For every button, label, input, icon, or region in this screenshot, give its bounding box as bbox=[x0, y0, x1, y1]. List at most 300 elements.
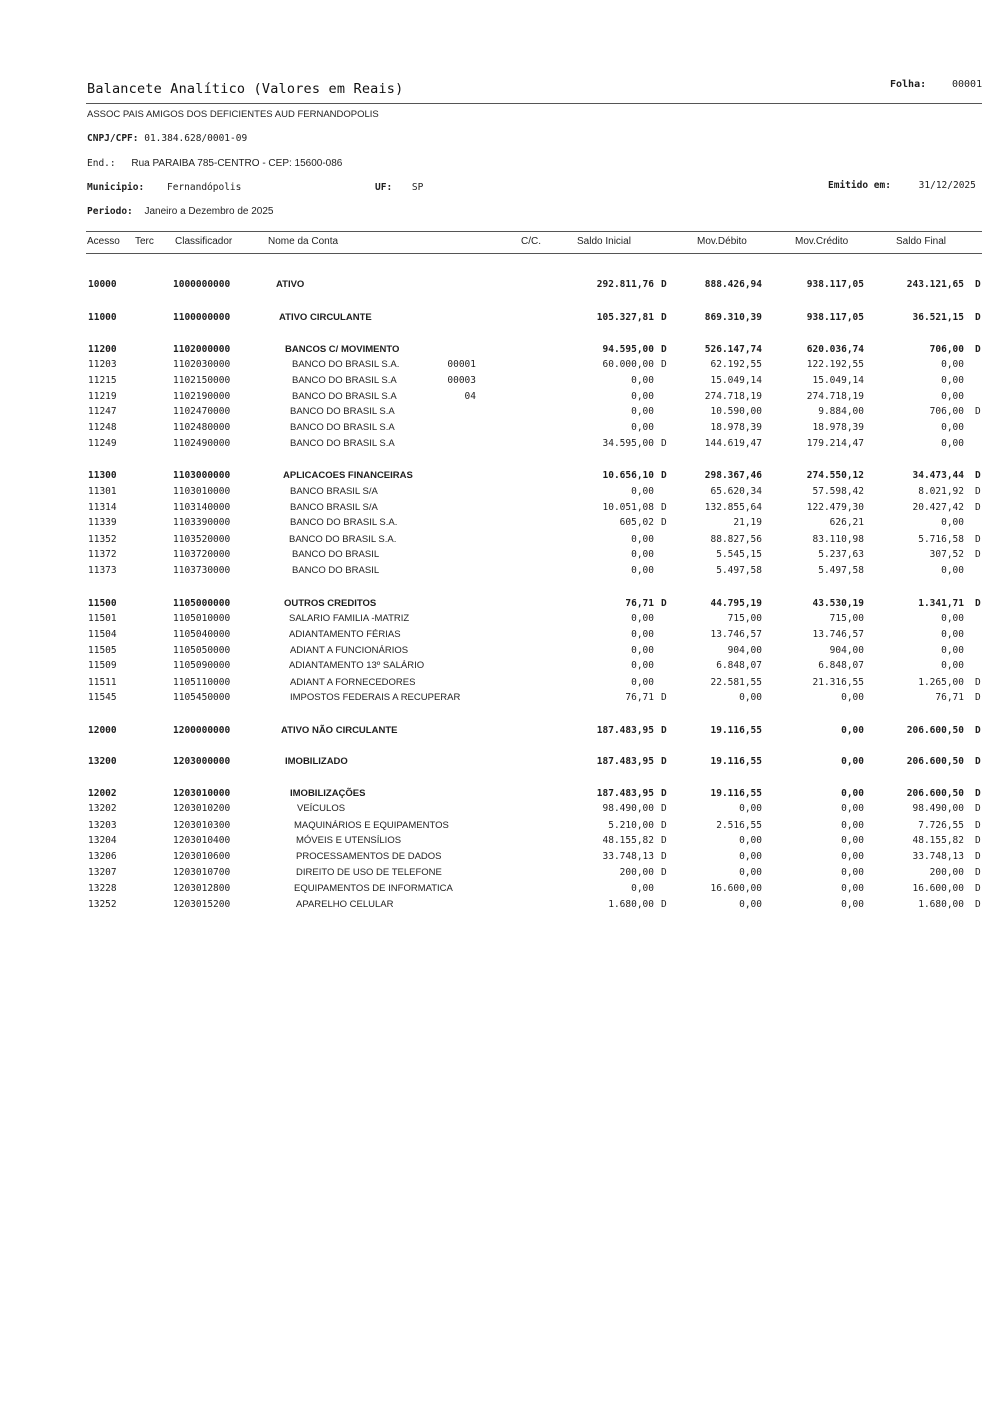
acesso-cell: 11249 bbox=[88, 438, 117, 449]
table-row bbox=[0, 803, 992, 817]
saldo-inicial-dc-cell: D bbox=[661, 312, 667, 323]
mov-debito-cell: 15.049,14 bbox=[710, 375, 762, 386]
saldo-final-cell: 48.155,82 bbox=[912, 835, 964, 846]
mov-credito-cell: 0,00 bbox=[841, 851, 864, 862]
mov-credito-cell: 18.978,39 bbox=[812, 422, 864, 433]
mov-credito-cell: 83.110,98 bbox=[812, 534, 864, 545]
mov-debito-cell: 0,00 bbox=[739, 899, 762, 910]
saldo-inicial-dc-cell: D bbox=[661, 803, 667, 814]
classificador-cell: 1103730000 bbox=[173, 565, 231, 576]
table-row bbox=[0, 851, 992, 865]
saldo-final-dc-cell: D bbox=[975, 312, 981, 323]
saldo-inicial-dc-cell: D bbox=[661, 835, 667, 846]
mov-debito-cell: 44.795,19 bbox=[710, 598, 762, 609]
municipio-label: Municipio: bbox=[87, 182, 145, 193]
mov-debito-cell: 5.545,15 bbox=[716, 549, 762, 560]
classificador-cell: 1103010000 bbox=[173, 486, 231, 497]
acesso-cell: 11203 bbox=[88, 359, 117, 370]
saldo-final-dc-cell: D bbox=[975, 820, 981, 831]
col-acesso: Acesso bbox=[87, 236, 120, 247]
acesso-cell: 11501 bbox=[88, 613, 117, 624]
mov-credito-cell: 43.530,19 bbox=[812, 598, 864, 609]
saldo-final-dc-cell: D bbox=[975, 851, 981, 862]
classificador-cell: 1203010700 bbox=[173, 867, 231, 878]
saldo-final-dc-cell: D bbox=[975, 899, 981, 910]
acesso-cell: 13200 bbox=[88, 756, 117, 767]
mov-credito-cell: 21.316,55 bbox=[812, 677, 864, 688]
classificador-cell: 1103140000 bbox=[173, 502, 231, 513]
municipio-value: Fernandópolis bbox=[167, 182, 242, 193]
table-row bbox=[0, 375, 992, 389]
mov-credito-cell: 715,00 bbox=[829, 613, 864, 624]
cc-cell: 00001 bbox=[447, 359, 476, 370]
table-row bbox=[0, 422, 992, 436]
mov-credito-cell: 0,00 bbox=[841, 756, 864, 767]
saldo-inicial-cell: 10.051,08 bbox=[602, 502, 654, 513]
address-line bbox=[87, 158, 342, 169]
table-row bbox=[0, 312, 992, 326]
mov-debito-cell: 19.116,55 bbox=[710, 725, 762, 736]
classificador-cell: 1103000000 bbox=[173, 470, 231, 481]
saldo-inicial-cell: 0,00 bbox=[631, 534, 654, 545]
table-row bbox=[0, 788, 992, 802]
mov-credito-cell: 9.884,00 bbox=[818, 406, 864, 417]
folha-value: 00001 bbox=[952, 79, 983, 90]
uf-line bbox=[375, 182, 423, 193]
classificador-cell: 1103520000 bbox=[173, 534, 231, 545]
classificador-cell: 1105050000 bbox=[173, 645, 231, 656]
classificador-cell: 1102490000 bbox=[173, 438, 231, 449]
classificador-cell: 1102190000 bbox=[173, 391, 231, 402]
saldo-inicial-cell: 187.483,95 bbox=[596, 788, 654, 799]
saldo-inicial-dc-cell: D bbox=[661, 517, 667, 528]
saldo-final-cell: 200,00 bbox=[929, 867, 964, 878]
mov-debito-cell: 0,00 bbox=[739, 867, 762, 878]
saldo-inicial-dc-cell: D bbox=[661, 598, 667, 609]
classificador-cell: 1203012800 bbox=[173, 883, 231, 894]
saldo-inicial-dc-cell: D bbox=[661, 867, 667, 878]
classificador-cell: 1203010400 bbox=[173, 835, 231, 846]
saldo-final-cell: 8.021,92 bbox=[918, 486, 964, 497]
mov-debito-cell: 16.600,00 bbox=[710, 883, 762, 894]
classificador-cell: 1105040000 bbox=[173, 629, 231, 640]
mov-debito-cell: 0,00 bbox=[739, 835, 762, 846]
table-row bbox=[0, 820, 992, 834]
account-name-cell: BANCO DO BRASIL S.A bbox=[290, 422, 395, 433]
mov-credito-cell: 179.214,47 bbox=[806, 438, 864, 449]
entity-name: ASSOC PAIS AMIGOS DOS DEFICIENTES AUD FERNANDOPOLIS bbox=[87, 109, 379, 120]
saldo-inicial-cell: 0,00 bbox=[631, 883, 654, 894]
classificador-cell: 1203010200 bbox=[173, 803, 231, 814]
saldo-final-cell: 206.600,50 bbox=[906, 756, 964, 767]
account-name-cell: ADIANT A FUNCIONÁRIOS bbox=[290, 645, 409, 656]
mov-credito-cell: 0,00 bbox=[841, 883, 864, 894]
account-name-cell: ADIANT A FORNECEDORES bbox=[290, 677, 416, 688]
mov-debito-cell: 888.426,94 bbox=[704, 279, 762, 290]
saldo-inicial-cell: 105.327,81 bbox=[596, 312, 654, 323]
saldo-final-dc-cell: D bbox=[975, 279, 981, 290]
saldo-final-cell: 307,52 bbox=[929, 549, 964, 560]
emitido-value: 31/12/2025 bbox=[918, 180, 976, 191]
saldo-final-cell: 20.427,42 bbox=[912, 502, 964, 513]
saldo-final-dc-cell: D bbox=[975, 692, 981, 703]
classificador-cell: 1000000000 bbox=[173, 279, 231, 290]
saldo-final-dc-cell: D bbox=[975, 549, 981, 560]
uf-value: SP bbox=[411, 182, 424, 193]
saldo-final-dc-cell: D bbox=[975, 803, 981, 814]
account-name-cell: IMOBILIZAÇÕES bbox=[290, 788, 366, 799]
acesso-cell: 13207 bbox=[88, 867, 117, 878]
account-name-cell: BANCO BRASIL S/A bbox=[290, 502, 378, 513]
account-name-cell: ADIANTAMENTO FÉRIAS bbox=[289, 629, 401, 640]
account-name-cell: BANCO DO BRASIL bbox=[292, 549, 380, 560]
uf-label: UF: bbox=[375, 182, 393, 193]
mov-credito-cell: 13.746,57 bbox=[812, 629, 864, 640]
account-name-cell: ATIVO bbox=[276, 279, 305, 290]
saldo-final-dc-cell: D bbox=[975, 470, 981, 481]
table-row bbox=[0, 645, 992, 659]
table-row bbox=[0, 279, 992, 293]
account-name-cell: IMPOSTOS FEDERAIS A RECUPERAR bbox=[290, 692, 461, 703]
saldo-inicial-dc-cell: D bbox=[661, 438, 667, 449]
table-row bbox=[0, 835, 992, 849]
table-row bbox=[0, 677, 992, 691]
mov-debito-cell: 22.581,55 bbox=[710, 677, 762, 688]
saldo-final-cell: 0,00 bbox=[941, 375, 964, 386]
saldo-inicial-cell: 48.155,82 bbox=[602, 835, 654, 846]
col-classificador: Classificador bbox=[175, 236, 233, 247]
cnpj-label: CNPJ/CPF: bbox=[87, 133, 139, 144]
municipio-line bbox=[87, 182, 144, 193]
saldo-final-cell: 98.490,00 bbox=[912, 803, 964, 814]
account-name-cell: BANCO DO BRASIL S.A bbox=[292, 375, 397, 386]
title-rule bbox=[86, 103, 982, 104]
saldo-inicial-cell: 0,00 bbox=[631, 391, 654, 402]
classificador-cell: 1103390000 bbox=[173, 517, 231, 528]
acesso-cell: 13203 bbox=[88, 820, 117, 831]
saldo-inicial-cell: 605,02 bbox=[619, 517, 654, 528]
mov-debito-cell: 526.147,74 bbox=[704, 344, 762, 355]
acesso-cell: 11373 bbox=[88, 565, 117, 576]
saldo-final-cell: 706,00 bbox=[929, 406, 964, 417]
saldo-inicial-dc-cell: D bbox=[661, 725, 667, 736]
acesso-cell: 13252 bbox=[88, 899, 117, 910]
table-row bbox=[0, 565, 992, 579]
mov-credito-cell: 0,00 bbox=[841, 867, 864, 878]
col-mov-credito: Mov.Crédito bbox=[795, 236, 849, 247]
mov-credito-cell: 904,00 bbox=[829, 645, 864, 656]
table-row bbox=[0, 486, 992, 500]
mov-credito-cell: 0,00 bbox=[841, 692, 864, 703]
saldo-final-cell: 36.521,15 bbox=[912, 312, 964, 323]
classificador-cell: 1203000000 bbox=[173, 756, 231, 767]
saldo-inicial-dc-cell: D bbox=[661, 359, 667, 370]
acesso-cell: 12002 bbox=[88, 788, 117, 799]
col-saldo-inicial: Saldo Inicial bbox=[577, 236, 631, 247]
saldo-final-cell: 7.726,55 bbox=[918, 820, 964, 831]
acesso-cell: 11372 bbox=[88, 549, 117, 560]
mov-credito-cell: 122.192,55 bbox=[806, 359, 864, 370]
saldo-inicial-cell: 60.000,00 bbox=[602, 359, 654, 370]
saldo-inicial-cell: 76,71 bbox=[625, 598, 654, 609]
saldo-final-cell: 0,00 bbox=[941, 629, 964, 640]
emitido-line bbox=[828, 180, 976, 191]
mov-debito-cell: 6.848,07 bbox=[716, 660, 762, 671]
table-row bbox=[0, 629, 992, 643]
classificador-cell: 1103720000 bbox=[173, 549, 231, 560]
account-name-cell: IMOBILIZADO bbox=[285, 756, 348, 767]
saldo-inicial-cell: 76,71 bbox=[625, 692, 654, 703]
saldo-final-dc-cell: D bbox=[975, 502, 981, 513]
table-row bbox=[0, 470, 992, 484]
table-row bbox=[0, 692, 992, 706]
saldo-inicial-cell: 0,00 bbox=[631, 660, 654, 671]
mov-debito-cell: 0,00 bbox=[739, 692, 762, 703]
saldo-inicial-dc-cell: D bbox=[661, 279, 667, 290]
mov-debito-cell: 132.855,64 bbox=[704, 502, 762, 513]
account-name-cell: DIREITO DE USO DE TELEFONE bbox=[296, 867, 442, 878]
saldo-inicial-cell: 33.748,13 bbox=[602, 851, 654, 862]
mov-debito-cell: 19.116,55 bbox=[710, 756, 762, 767]
acesso-cell: 11509 bbox=[88, 660, 117, 671]
acesso-cell: 11215 bbox=[88, 375, 117, 386]
saldo-final-cell: 76,71 bbox=[935, 692, 964, 703]
mov-debito-cell: 13.746,57 bbox=[710, 629, 762, 640]
classificador-cell: 1102030000 bbox=[173, 359, 231, 370]
table-row bbox=[0, 883, 992, 897]
acesso-cell: 11511 bbox=[88, 677, 117, 688]
col-terc: Terc bbox=[135, 236, 154, 247]
mov-debito-cell: 21,19 bbox=[733, 517, 762, 528]
saldo-final-dc-cell: D bbox=[975, 835, 981, 846]
classificador-cell: 1100000000 bbox=[173, 312, 231, 323]
mov-debito-cell: 0,00 bbox=[739, 851, 762, 862]
classificador-cell: 1203015200 bbox=[173, 899, 231, 910]
mov-credito-cell: 274.718,19 bbox=[806, 391, 864, 402]
table-row bbox=[0, 359, 992, 373]
mov-credito-cell: 5.497,58 bbox=[818, 565, 864, 576]
account-name-cell: SALARIO FAMILIA -MATRIZ bbox=[289, 613, 410, 624]
col-nome: Nome da Conta bbox=[268, 236, 339, 247]
periodo-label: Periodo: bbox=[87, 206, 133, 217]
saldo-final-cell: 0,00 bbox=[941, 438, 964, 449]
account-name-cell: BANCO DO BRASIL S.A. bbox=[292, 359, 400, 370]
account-name-cell: BANCO BRASIL S/A bbox=[290, 486, 378, 497]
saldo-final-dc-cell: D bbox=[975, 406, 981, 417]
mov-credito-cell: 15.049,14 bbox=[812, 375, 864, 386]
acesso-cell: 11500 bbox=[88, 598, 117, 609]
mov-credito-cell: 57.598,42 bbox=[812, 486, 864, 497]
acesso-cell: 11504 bbox=[88, 629, 117, 640]
mov-debito-cell: 5.497,58 bbox=[716, 565, 762, 576]
saldo-inicial-cell: 187.483,95 bbox=[596, 725, 654, 736]
saldo-inicial-dc-cell: D bbox=[661, 756, 667, 767]
account-name-cell: ATIVO NÃO CIRCULANTE bbox=[281, 725, 398, 736]
mov-debito-cell: 62.192,55 bbox=[710, 359, 762, 370]
report-title: Balancete Analítico (Valores em Reais) bbox=[87, 81, 404, 97]
saldo-final-cell: 206.600,50 bbox=[906, 788, 964, 799]
acesso-cell: 13206 bbox=[88, 851, 117, 862]
saldo-inicial-cell: 0,00 bbox=[631, 375, 654, 386]
saldo-inicial-cell: 200,00 bbox=[619, 867, 654, 878]
mov-debito-cell: 18.978,39 bbox=[710, 422, 762, 433]
table-row bbox=[0, 660, 992, 674]
table-row bbox=[0, 438, 992, 452]
acesso-cell: 10000 bbox=[88, 279, 117, 290]
mov-debito-cell: 715,00 bbox=[727, 613, 762, 624]
acesso-cell: 13204 bbox=[88, 835, 117, 846]
saldo-final-cell: 0,00 bbox=[941, 359, 964, 370]
account-name-cell: MAQUINÁRIOS E EQUIPAMENTOS bbox=[294, 820, 449, 831]
saldo-inicial-cell: 5.210,00 bbox=[608, 820, 654, 831]
address-label: End.: bbox=[87, 158, 116, 169]
address-value: Rua PARAIBA 785-CENTRO - CEP: 15600-086 bbox=[131, 158, 343, 169]
mov-credito-cell: 620.036,74 bbox=[806, 344, 864, 355]
emitido-label: Emitido em: bbox=[828, 180, 891, 191]
mov-debito-cell: 904,00 bbox=[727, 645, 762, 656]
saldo-inicial-dc-cell: D bbox=[661, 851, 667, 862]
saldo-inicial-cell: 34.595,00 bbox=[602, 438, 654, 449]
mov-debito-cell: 19.116,55 bbox=[710, 788, 762, 799]
saldo-inicial-cell: 0,00 bbox=[631, 645, 654, 656]
saldo-final-cell: 206.600,50 bbox=[906, 725, 964, 736]
classificador-cell: 1203010000 bbox=[173, 788, 231, 799]
acesso-cell: 11247 bbox=[88, 406, 117, 417]
col-mov-debito: Mov.Débito bbox=[697, 236, 747, 247]
cc-cell: 04 bbox=[464, 391, 476, 402]
saldo-final-cell: 33.748,13 bbox=[912, 851, 964, 862]
mov-debito-cell: 144.619,47 bbox=[704, 438, 762, 449]
periodo-line bbox=[87, 206, 273, 217]
saldo-inicial-cell: 0,00 bbox=[631, 677, 654, 688]
table-row bbox=[0, 613, 992, 627]
saldo-inicial-cell: 292.811,76 bbox=[596, 279, 654, 290]
classificador-cell: 1200000000 bbox=[173, 725, 231, 736]
saldo-final-cell: 1.341,71 bbox=[918, 598, 964, 609]
cnpj-line bbox=[87, 133, 247, 144]
saldo-inicial-dc-cell: D bbox=[661, 344, 667, 355]
account-name-cell: PROCESSAMENTOS DE DADOS bbox=[296, 851, 442, 862]
acesso-cell: 11200 bbox=[88, 344, 117, 355]
classificador-cell: 1105000000 bbox=[173, 598, 231, 609]
saldo-inicial-cell: 187.483,95 bbox=[596, 756, 654, 767]
saldo-inicial-cell: 0,00 bbox=[631, 565, 654, 576]
account-name-cell: BANCO DO BRASIL bbox=[292, 565, 380, 576]
table-row bbox=[0, 899, 992, 913]
mov-debito-cell: 869.310,39 bbox=[704, 312, 762, 323]
saldo-final-cell: 0,00 bbox=[941, 613, 964, 624]
table-row bbox=[0, 534, 992, 548]
saldo-final-cell: 243.121,65 bbox=[906, 279, 964, 290]
saldo-final-cell: 0,00 bbox=[941, 645, 964, 656]
acesso-cell: 11352 bbox=[88, 534, 117, 545]
saldo-inicial-dc-cell: D bbox=[661, 692, 667, 703]
account-name-cell: BANCO DO BRASIL S.A. bbox=[290, 517, 398, 528]
saldo-inicial-dc-cell: D bbox=[661, 502, 667, 513]
saldo-final-dc-cell: D bbox=[975, 598, 981, 609]
acesso-cell: 11000 bbox=[88, 312, 117, 323]
saldo-final-cell: 0,00 bbox=[941, 391, 964, 402]
saldo-inicial-cell: 98.490,00 bbox=[602, 803, 654, 814]
header-top-rule bbox=[86, 231, 982, 232]
saldo-final-dc-cell: D bbox=[975, 788, 981, 799]
acesso-cell: 11219 bbox=[88, 391, 117, 402]
table-row bbox=[0, 406, 992, 420]
saldo-inicial-dc-cell: D bbox=[661, 820, 667, 831]
saldo-inicial-cell: 0,00 bbox=[631, 549, 654, 560]
saldo-inicial-dc-cell: D bbox=[661, 899, 667, 910]
account-name-cell: APLICACOES FINANCEIRAS bbox=[283, 470, 413, 481]
acesso-cell: 11301 bbox=[88, 486, 117, 497]
table-row bbox=[0, 756, 992, 770]
acesso-cell: 13228 bbox=[88, 883, 117, 894]
saldo-inicial-cell: 0,00 bbox=[631, 422, 654, 433]
saldo-inicial-cell: 94.595,00 bbox=[602, 344, 654, 355]
cnpj-value: 01.384.628/0001-09 bbox=[144, 133, 248, 144]
classificador-cell: 1105090000 bbox=[173, 660, 231, 671]
classificador-cell: 1102480000 bbox=[173, 422, 231, 433]
account-name-cell: EQUIPAMENTOS DE INFORMATICA bbox=[294, 883, 453, 894]
saldo-final-dc-cell: D bbox=[975, 725, 981, 736]
mov-debito-cell: 0,00 bbox=[739, 803, 762, 814]
saldo-final-dc-cell: D bbox=[975, 756, 981, 767]
classificador-cell: 1105010000 bbox=[173, 613, 231, 624]
acesso-cell: 11248 bbox=[88, 422, 117, 433]
saldo-final-dc-cell: D bbox=[975, 486, 981, 497]
mov-credito-cell: 0,00 bbox=[841, 725, 864, 736]
table-row bbox=[0, 391, 992, 405]
mov-debito-cell: 274.718,19 bbox=[704, 391, 762, 402]
account-name-cell: BANCOS C/ MOVIMENTO bbox=[285, 344, 400, 355]
account-name-cell: OUTROS CREDITOS bbox=[284, 598, 377, 609]
acesso-cell: 13202 bbox=[88, 803, 117, 814]
saldo-final-cell: 0,00 bbox=[941, 660, 964, 671]
account-name-cell: BANCO DO BRASIL S.A bbox=[290, 406, 395, 417]
account-name-cell: ATIVO CIRCULANTE bbox=[279, 312, 372, 323]
saldo-final-dc-cell: D bbox=[975, 883, 981, 894]
mov-credito-cell: 6.848,07 bbox=[818, 660, 864, 671]
account-name-cell: VEÍCULOS bbox=[297, 803, 346, 814]
saldo-final-cell: 0,00 bbox=[941, 422, 964, 433]
cc-cell: 00003 bbox=[447, 375, 476, 386]
saldo-final-cell: 0,00 bbox=[941, 565, 964, 576]
saldo-final-cell: 34.473,44 bbox=[912, 470, 964, 481]
table-row bbox=[0, 725, 992, 739]
classificador-cell: 1203010300 bbox=[173, 820, 231, 831]
header-bottom-rule bbox=[86, 253, 982, 254]
saldo-final-dc-cell: D bbox=[975, 344, 981, 355]
table-row bbox=[0, 598, 992, 612]
acesso-cell: 11505 bbox=[88, 645, 117, 656]
table-row bbox=[0, 344, 992, 358]
saldo-final-dc-cell: D bbox=[975, 534, 981, 545]
mov-credito-cell: 0,00 bbox=[841, 788, 864, 799]
saldo-inicial-dc-cell: D bbox=[661, 470, 667, 481]
classificador-cell: 1102470000 bbox=[173, 406, 231, 417]
mov-credito-cell: 0,00 bbox=[841, 899, 864, 910]
saldo-final-cell: 0,00 bbox=[941, 517, 964, 528]
saldo-inicial-cell: 1.680,00 bbox=[608, 899, 654, 910]
acesso-cell: 11545 bbox=[88, 692, 117, 703]
folha-label: Folha: bbox=[890, 79, 927, 90]
mov-debito-cell: 2.516,55 bbox=[716, 820, 762, 831]
classificador-cell: 1102000000 bbox=[173, 344, 231, 355]
saldo-final-cell: 16.600,00 bbox=[912, 883, 964, 894]
periodo-value: Janeiro a Dezembro de 2025 bbox=[144, 206, 274, 217]
account-name-cell: BANCO DO BRASIL S.A bbox=[292, 391, 397, 402]
mov-debito-cell: 298.367,46 bbox=[704, 470, 762, 481]
saldo-inicial-dc-cell: D bbox=[661, 788, 667, 799]
